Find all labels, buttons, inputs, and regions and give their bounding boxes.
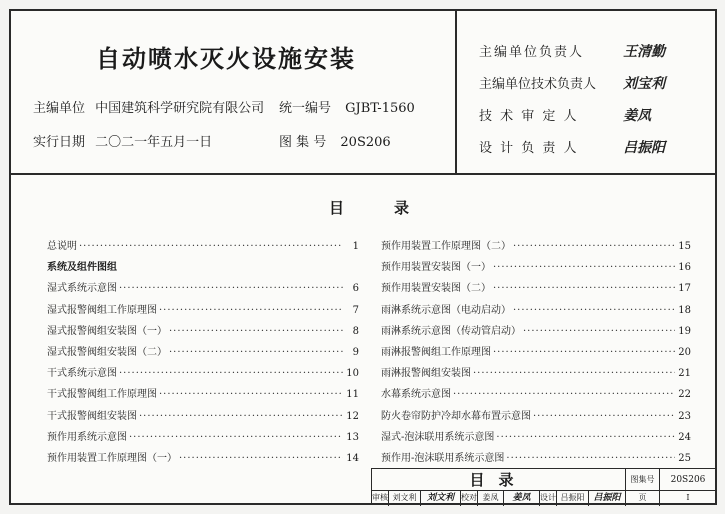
- signature: 王清勤: [623, 44, 666, 60]
- toc-item[interactable]: 湿式系统示意图 ····· 6: [47, 279, 359, 300]
- responsibility-label: 主编单位负责人: [479, 45, 585, 60]
- title-block: [371, 468, 715, 505]
- toc-item[interactable]: 预作用-泡沫联用系统示意图 ····· 25: [381, 449, 691, 470]
- editor-unit-row: [33, 97, 264, 116]
- drawing-frame: [9, 9, 717, 505]
- toc-item[interactable]: 水幕系统示意图 ····· 22: [381, 385, 691, 406]
- checker-signature: 姜凤: [504, 491, 540, 506]
- toc-item[interactable]: 预作用装置安装图（二） ····· 17: [381, 279, 691, 300]
- toc-item[interactable]: 雨淋报警阀组安装图 ····· 21: [381, 364, 691, 385]
- toc-item[interactable]: 预作用装置工作原理图（二） ····· 15: [381, 237, 691, 258]
- toc-item[interactable]: 湿式报警阀组安装图（二） ····· 9: [47, 343, 359, 364]
- document-title: 自动喷水灭火设施安装: [96, 45, 356, 73]
- signature: 姜凤: [623, 108, 652, 124]
- unified-no-label: 统一编号: [279, 101, 332, 116]
- responsibility-row-4: [479, 137, 665, 157]
- effective-date-value: 二〇二一年五月一日: [95, 135, 213, 150]
- atlas-no-row: [279, 131, 391, 150]
- toc-item[interactable]: 总说明 ····· 1: [47, 237, 359, 258]
- effective-date-row: [33, 131, 212, 150]
- responsibility-label: 技 术 审 定 人: [479, 109, 579, 124]
- effective-date-label: 实行日期: [33, 135, 86, 150]
- toc-item[interactable]: 干式报警阀组工作原理图 ····· 11: [47, 385, 359, 406]
- atlas-no-label: 图 集 号: [279, 135, 327, 150]
- title-block-atlas-no: 20S206: [670, 475, 706, 485]
- toc-item[interactable]: 雨淋报警阀组工作原理图 ····· 20: [381, 343, 691, 364]
- atlas-no-value: 20S206: [340, 135, 391, 150]
- page-label: 页: [626, 491, 660, 506]
- designer-name: 吕振阳: [557, 491, 589, 506]
- signature: 刘宝利: [623, 76, 666, 92]
- title-block-atlas-label: 图集号: [626, 469, 660, 491]
- toc-right-column: [381, 237, 691, 470]
- responsibility-row-1: [479, 41, 665, 61]
- toc-title: 目录: [329, 199, 460, 217]
- responsibility-row-3: [479, 105, 651, 125]
- designer-signature: 吕振阳: [589, 491, 626, 506]
- header-panel: [11, 11, 715, 175]
- responsibility-label: 主编单位技术负责人: [479, 77, 597, 92]
- title-block-bottom-row: [372, 491, 716, 506]
- toc-item[interactable]: 湿式报警阀组工作原理图 ····· 7: [47, 301, 359, 322]
- responsibility-row-2: [479, 73, 665, 93]
- header-divider: [455, 11, 457, 173]
- toc-item[interactable]: 预作用装置工作原理图（一） ····· 14: [47, 449, 359, 470]
- editor-unit-label: 主编单位: [33, 101, 86, 116]
- toc-item[interactable]: 防火卷帘防护冷却水幕布置示意图 ····· 23: [381, 407, 691, 428]
- title-block-name: 目录: [372, 469, 626, 491]
- signature: 吕振阳: [623, 140, 666, 156]
- responsibility-label: 设 计 负 责 人: [479, 141, 579, 156]
- checker-name: 姜凤: [478, 491, 504, 506]
- toc-item[interactable]: 雨淋系统示意图（电动启动） ····· 18: [381, 301, 691, 322]
- design-label: 设计: [540, 491, 557, 506]
- toc-item[interactable]: 干式系统示意图 ····· 10: [47, 364, 359, 385]
- title-block-top-row: [372, 469, 716, 491]
- toc-item[interactable]: 雨淋系统示意图（传动管启动） ····· 19: [381, 322, 691, 343]
- toc-item[interactable]: 预作用系统示意图 ····· 13: [47, 428, 359, 449]
- page-number: I: [686, 493, 690, 502]
- toc-item[interactable]: 预作用装置安装图（一） ····· 16: [381, 258, 691, 279]
- reviewer-name: 刘文利: [389, 491, 421, 506]
- toc-left-column: [47, 237, 359, 470]
- check-label: 校对: [461, 491, 478, 506]
- toc-item[interactable]: 湿式-泡沫联用系统示意图 ····· 24: [381, 428, 691, 449]
- unified-no-value: GJBT-1560: [345, 101, 415, 116]
- toc-item[interactable]: 湿式报警阀组安装图（一） ····· 8: [47, 322, 359, 343]
- unified-no-row: [279, 97, 415, 116]
- review-label: 审核: [372, 491, 389, 506]
- toc-item[interactable]: 干式报警阀组安装图 ····· 12: [47, 407, 359, 428]
- toc-section-heading: 系统及组件图组: [47, 262, 117, 274]
- editor-unit-value: 中国建筑科学研究院有限公司: [95, 101, 265, 116]
- reviewer-signature: 刘文利: [421, 491, 461, 506]
